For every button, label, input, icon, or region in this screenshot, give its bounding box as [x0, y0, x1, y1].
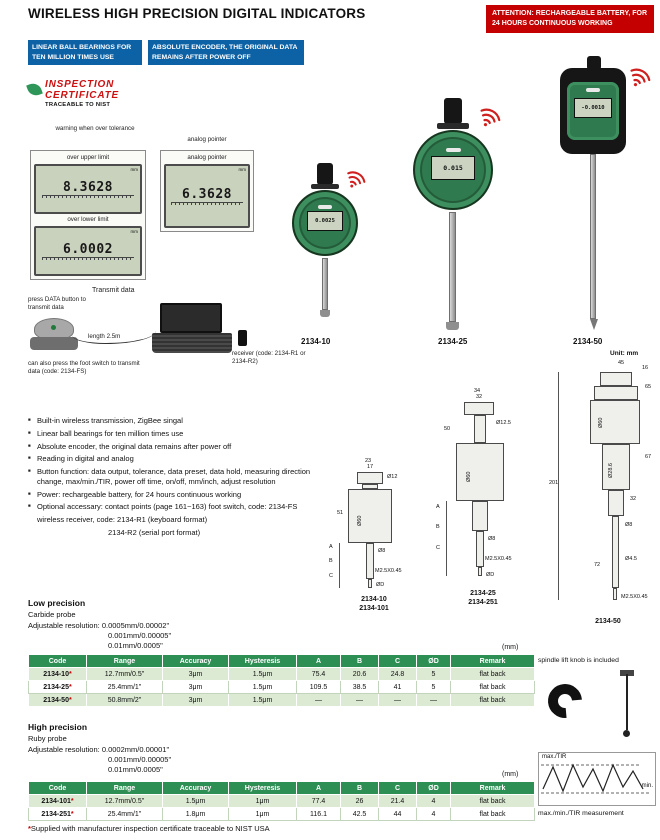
drawing-shape	[608, 490, 624, 516]
dimension-label: 72	[594, 562, 601, 568]
table-cell: 1.5μm	[229, 681, 297, 694]
table-cell: 25.4mm/1"	[87, 808, 163, 821]
table-cell: 1.5μm	[229, 694, 297, 707]
resolution-label: Adjustable resolution:	[28, 621, 100, 630]
cable-length-note: length 2.5m	[88, 333, 121, 340]
dimension-label: ØD	[376, 582, 385, 588]
table-row	[29, 694, 535, 707]
low-resolution-line: 0.01mm/0.0005"	[108, 641, 163, 650]
indicator-pin	[626, 674, 628, 730]
table-cell: 4	[417, 808, 451, 821]
foot-switch-button	[51, 325, 56, 330]
lcd-display-lower	[34, 226, 142, 276]
code-text: 2134-50	[43, 696, 69, 704]
table-cell: —	[379, 694, 417, 707]
lcd-value: 8.3628	[63, 179, 113, 195]
analog-pointer-label: analog pointer	[187, 136, 227, 143]
analog-scale	[42, 257, 134, 260]
drawing-shape	[600, 372, 632, 386]
wifi-signal-icon	[472, 101, 506, 134]
footnote-text: Supplied with manufacturer inspection certificate traceable to NIST USA	[30, 824, 270, 833]
dimension-label: 16	[642, 365, 649, 371]
indicator-lcd: 0.0025	[307, 211, 343, 231]
max-min-tir-caption: max./min./TIR measurement	[538, 810, 624, 817]
attention-badge: ATTENTION: RECHARGEABLE BATTERY, FOR 24 HOURS CONTINUOUS WORKING	[486, 5, 654, 33]
certificate-text	[45, 80, 119, 108]
table-cell: 3μm	[163, 668, 229, 681]
code-text: 2134-25	[43, 683, 69, 691]
waveform-graphic	[539, 753, 653, 803]
footnote-marker: *	[70, 810, 74, 818]
drawing-shape	[613, 588, 617, 600]
indicator-stem	[449, 212, 456, 322]
code-text: 2134-101	[41, 797, 71, 805]
table-cell: 1.8μm	[163, 808, 229, 821]
drawing-caption-line: 2134-251	[468, 598, 498, 606]
resolution-label: Adjustable resolution:	[28, 745, 100, 754]
brand-logo	[586, 88, 600, 92]
drawing-caption	[578, 618, 638, 627]
table-cell: flat back	[451, 681, 535, 694]
leaf-icon	[26, 81, 43, 98]
table-cell: 5	[417, 681, 451, 694]
dimension-label: ØD	[486, 572, 495, 578]
foot-switch-note: can also press the foot switch to transmit data (code: 2134-FS)	[28, 360, 140, 375]
drawing-shape	[366, 543, 374, 579]
drawing-shape	[348, 489, 392, 543]
column-header: B	[341, 782, 379, 795]
feature-item: ■ Optional accessary: contact points (page 161~163) foot switch, code: 2134-FS	[28, 502, 328, 512]
dimension-label: Ø28.6	[608, 463, 614, 478]
indicator-stem-tip	[590, 319, 598, 330]
dimension-line	[446, 501, 447, 576]
low-precision-table	[28, 654, 535, 707]
drawing-shape	[357, 472, 383, 484]
indicator-ring	[311, 184, 339, 189]
wireless-receiver-image	[238, 330, 247, 346]
dimension-label: B	[436, 524, 440, 530]
table-cell: 3μm	[163, 681, 229, 694]
foot-switch-base	[30, 337, 78, 350]
table-cell: 50.8mm/2"	[87, 694, 163, 707]
table-cell: 75.4	[297, 668, 341, 681]
table-cell: 44	[379, 808, 417, 821]
footnote-marker: *	[70, 797, 74, 805]
footnote-marker: *	[68, 696, 72, 704]
column-header: Range	[87, 782, 163, 795]
table-cell: 24.8	[379, 668, 417, 681]
brand-logo	[318, 205, 332, 209]
table-cell-code	[29, 668, 87, 681]
certificate-traceable: TRACEABLE TO NIST	[45, 102, 111, 108]
column-header: Code	[29, 655, 87, 668]
column-header: Range	[87, 655, 163, 668]
lcd-value: 6.0002	[63, 241, 113, 257]
feature-item: ■ Reading in digital and analog	[28, 454, 328, 464]
resolution-value: 0.0002mm/0.00001"	[101, 745, 170, 754]
high-resolution-line: 0.001mm/0.00005"	[108, 755, 172, 764]
lcd-display-analog	[164, 164, 250, 228]
dimension-label: Ø12.5	[496, 420, 511, 426]
dimension-label: M2.5X0.45	[375, 568, 402, 574]
table-cell: flat back	[451, 668, 535, 681]
table-cell: flat back	[451, 795, 535, 808]
dimension-label: C	[436, 545, 440, 551]
table-cell: —	[417, 694, 451, 707]
footnote-marker: *	[68, 670, 72, 678]
dimension-label: 50	[444, 426, 451, 432]
table-cell: 1.5μm	[163, 795, 229, 808]
footnote-marker: *	[28, 824, 31, 833]
dimension-label: 17	[367, 464, 374, 470]
feature-badge-bearings: LINEAR BALL BEARINGS FOR TEN MILLION TIMES USE	[28, 40, 142, 65]
table-row	[29, 795, 535, 808]
dimension-label: A	[329, 544, 333, 550]
dimension-label: B	[329, 558, 333, 564]
over-lower-limit-label: over lower limit	[67, 216, 109, 223]
high-probe-note: Ruby probe	[28, 734, 67, 743]
certificate-line: INSPECTION	[45, 79, 115, 90]
table-cell: 12.7mm/0.5"	[87, 795, 163, 808]
analog-scale	[42, 195, 134, 198]
technical-drawing-2134-25	[432, 390, 534, 614]
table-cell: 38.5	[341, 681, 379, 694]
table-cell: 109.5	[297, 681, 341, 694]
wifi-signal-icon	[339, 165, 371, 196]
laptop-screen	[160, 303, 222, 333]
feature-badge-encoder: ABSOLUTE ENCODER, THE ORIGINAL DATA REMAINS AFTER POWER OFF	[148, 40, 304, 65]
table-cell: 4	[417, 795, 451, 808]
feature-item: ■ Power: rechargeable battery, for 24 hours continuous working	[28, 490, 328, 500]
feature-list	[28, 416, 328, 541]
table-cell: 20.6	[341, 668, 379, 681]
brand-logo	[446, 148, 461, 152]
press-data-button-note: press DATA button to transmit data	[28, 296, 86, 311]
table-header-row	[29, 655, 535, 668]
column-header: Remark	[451, 782, 535, 795]
table-cell-code	[29, 694, 87, 707]
dimension-label: 65	[645, 384, 652, 390]
column-header: Accuracy	[163, 655, 229, 668]
column-header: ØD	[417, 782, 451, 795]
high-precision-heading: High precision	[28, 722, 88, 732]
drawing-shape	[476, 531, 484, 567]
product-code-label: 2134-50	[573, 337, 603, 346]
dimension-label: 67	[645, 454, 652, 460]
code-text: 2134-251	[41, 810, 71, 818]
dimension-label: 51	[337, 510, 344, 516]
drawing-shape	[474, 415, 486, 443]
drawing-caption	[339, 596, 409, 614]
tolerance-display-panel	[30, 150, 146, 280]
dimension-label: Ø60	[598, 417, 604, 428]
feature-item: ■ Button function: data output, tolerance, data preset, data hold, measuring direction change, max/min./TIR, power off time, on/off, mm/inch, adjust resolution	[28, 467, 328, 487]
drawing-shape	[612, 516, 619, 588]
technical-drawing-2134-10	[327, 460, 422, 618]
table-row	[29, 808, 535, 821]
drawing-shape	[594, 386, 638, 400]
table-cell-code	[29, 681, 87, 694]
indicator-cap	[317, 163, 333, 185]
table-cell: 21.4	[379, 795, 417, 808]
table-header-row	[29, 782, 535, 795]
column-header: C	[379, 655, 417, 668]
receiver-laptop-image	[152, 303, 232, 357]
indicator-ring	[437, 123, 469, 129]
warning-over-tolerance-label: warning when over tolerance	[55, 125, 135, 132]
indicator-lcd: 0.015	[431, 156, 475, 180]
feature-item-continuation: 2134-R2 (serial port format)	[108, 527, 201, 537]
table-row	[29, 668, 535, 681]
high-resolution-line	[28, 745, 169, 754]
table-cell: 41	[379, 681, 417, 694]
product-photo-2134-25	[402, 98, 502, 336]
spindle-lift-knob-note: spindle lift knob is included	[538, 657, 619, 664]
lcd-display-upper	[34, 164, 142, 214]
feature-item: ■ Built-in wireless transmission, ZigBee singal	[28, 416, 328, 426]
drawing-caption-line: 2134-50	[595, 618, 621, 625]
foot-switch-image	[30, 314, 78, 352]
table-cell: 1μm	[229, 808, 297, 821]
product-code-label: 2134-10	[301, 337, 331, 346]
column-header: A	[297, 782, 341, 795]
table-cell: 25.4mm/1"	[87, 681, 163, 694]
dimension-label: M2.5X0.45	[621, 594, 648, 600]
dimension-label: 32	[630, 496, 637, 502]
drawing-shape	[478, 567, 482, 576]
table-unit-note: (mm)	[502, 644, 519, 651]
table-cell: 3μm	[163, 694, 229, 707]
table-cell: 77.4	[297, 795, 341, 808]
drawing-shape	[456, 443, 504, 501]
product-photo-2134-50	[540, 56, 654, 336]
dimension-label: Ø12	[387, 474, 398, 480]
drawing-caption	[448, 590, 518, 608]
column-header: Accuracy	[163, 782, 229, 795]
dimension-label: Ø8	[488, 536, 496, 542]
drawing-shape	[368, 579, 372, 588]
dimension-label: 32	[476, 394, 483, 400]
high-precision-table	[28, 781, 535, 821]
table-cell: 5	[417, 668, 451, 681]
lcd-unit-label: mm	[130, 228, 138, 234]
indicator-stem	[590, 154, 596, 319]
min-label: min.	[641, 783, 653, 789]
transmit-data-title: Transmit data	[92, 287, 135, 294]
footnote-marker: *	[68, 683, 72, 691]
feature-item-continuation: wireless receiver, code: 2134-R1 (keyboard format)	[37, 515, 208, 524]
indicator-pin-ball	[623, 730, 630, 737]
lift-knob-hook	[541, 677, 589, 725]
max-min-tir-diagram	[538, 752, 656, 806]
resolution-value: 0.0005mm/0.00002"	[101, 621, 170, 630]
wifi-signal-icon	[622, 61, 656, 94]
drawing-caption-line: 2134-10	[361, 596, 387, 603]
unit-label: Unit: mm	[610, 350, 639, 357]
table-cell: flat back	[451, 808, 535, 821]
dimension-label: Ø60	[466, 471, 472, 482]
table-cell: 26	[341, 795, 379, 808]
table-cell: 116.1	[297, 808, 341, 821]
column-header: Code	[29, 782, 87, 795]
indicator-stem	[322, 258, 328, 310]
code-text: 2134-10	[43, 670, 69, 678]
dimension-label: 45	[618, 360, 625, 366]
column-header: Remark	[451, 655, 535, 668]
dimension-label: C	[329, 573, 333, 579]
dimension-label: Ø8	[378, 548, 386, 554]
dimension-label: M2.5X0.45	[485, 556, 512, 562]
table-cell: 1.5μm	[229, 668, 297, 681]
product-code-label: 2134-25	[438, 337, 468, 346]
page-title: WIRELESS HIGH PRECISION DIGITAL INDICATORS	[28, 6, 366, 21]
table-cell: —	[341, 694, 379, 707]
lcd-unit-label: mm	[130, 166, 138, 172]
dimension-label: A	[436, 504, 440, 510]
dimension-label: 23	[365, 458, 372, 464]
table-row	[29, 681, 535, 694]
column-header: ØD	[417, 655, 451, 668]
drawing-shape	[464, 402, 494, 415]
table-cell-code	[29, 795, 87, 808]
feature-item: ■ Linear ball bearings for ten million times use	[28, 429, 328, 439]
drawing-shape	[602, 444, 630, 490]
low-probe-note: Carbide probe	[28, 610, 76, 619]
spindle-lift-knob-image	[540, 670, 654, 742]
table-cell-code	[29, 808, 87, 821]
low-resolution-line: 0.001mm/0.00005"	[108, 631, 172, 640]
product-photo-2134-10	[283, 163, 367, 335]
inspection-certificate-logo	[28, 80, 119, 108]
drawing-shape	[472, 501, 488, 531]
analog-pointer-inner-label: analog pointer	[187, 154, 227, 161]
drawing-caption-line: 2134-101	[359, 604, 389, 612]
column-header: C	[379, 782, 417, 795]
lcd-unit-label: mm	[238, 166, 246, 172]
indicator-cap	[444, 98, 462, 124]
high-resolution-line: 0.01mm/0.0005"	[108, 765, 163, 774]
table-cell: flat back	[451, 694, 535, 707]
dimension-line	[558, 372, 559, 600]
max-tir-label: max./TIR	[542, 754, 567, 760]
analog-display-panel	[160, 150, 254, 232]
analog-scale	[171, 202, 243, 205]
receiver-note: receiver (code: 2134-R1 or 2134-R2)	[232, 350, 306, 365]
dimension-label: 34	[474, 388, 481, 394]
table-cell: 12.7mm/0.5"	[87, 668, 163, 681]
drawing-caption-line: 2134-25	[470, 590, 496, 597]
indicator-lcd: -0.0010	[574, 98, 612, 118]
lcd-value: 6.3628	[182, 186, 232, 202]
feature-item: ■ Absolute encoder, the original data remains after power off	[28, 442, 328, 452]
technical-drawing-2134-50	[548, 350, 656, 644]
table-cell: 1μm	[229, 795, 297, 808]
column-header: Hysteresis	[229, 655, 297, 668]
indicator-stem-tip	[320, 310, 330, 317]
laptop-keyboard	[152, 333, 232, 353]
table-cell: 42.5	[341, 808, 379, 821]
certificate-line: CERTIFICATE	[45, 89, 119, 101]
dimension-label: Ø8	[625, 522, 633, 528]
footnote	[28, 824, 270, 833]
column-header: Hysteresis	[229, 782, 297, 795]
table-unit-note: (mm)	[502, 771, 519, 778]
dimension-label: Ø4.5	[625, 556, 637, 562]
column-header: B	[341, 655, 379, 668]
over-upper-limit-label: over upper limit	[66, 154, 110, 161]
table-cell: —	[297, 694, 341, 707]
dimension-label: Ø60	[357, 515, 363, 526]
dimension-label: 201	[549, 480, 559, 486]
dimension-line	[339, 543, 340, 588]
low-resolution-line	[28, 621, 169, 630]
column-header: A	[297, 655, 341, 668]
low-precision-heading: Low precision	[28, 598, 86, 608]
indicator-stem-tip	[446, 322, 459, 330]
